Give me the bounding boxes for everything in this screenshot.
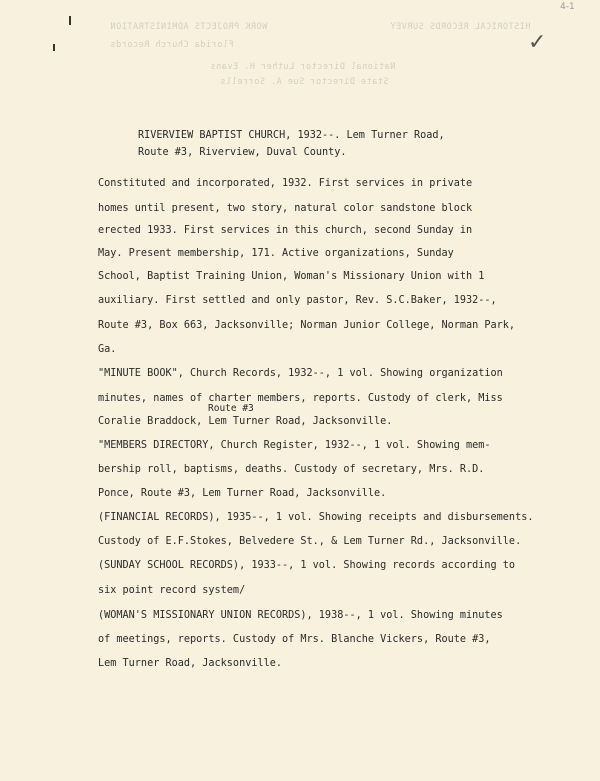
body-line: (SUNDAY SCHOOL RECORDS), 1933--, 1 vol. Showing records according to xyxy=(98,560,516,571)
body-line: six point record system/ xyxy=(98,585,246,596)
punch-mark xyxy=(69,16,71,25)
body-line: minutes, names of charter members, reports. Custody of clerk, Miss xyxy=(98,393,503,404)
bleed-through-line: State Director Sue A. Sorrells xyxy=(220,77,389,87)
bleed-through-line: HISTORICAL RECORDS SURVEY xyxy=(390,22,531,32)
check-mark: ✓ xyxy=(528,30,547,55)
handwritten-insert: Route #3 xyxy=(208,403,254,414)
body-line: Custody of E.F.Stokes, Belvedere St., & Lem Turner Rd., Jacksonville. xyxy=(98,536,522,547)
heading-line-1: RIVERVIEW BAPTIST CHURCH, 1932--. Lem Turner Road, xyxy=(138,130,445,141)
body-line: School, Baptist Training Union, Woman's Missionary Union with 1 xyxy=(98,271,485,282)
bleed-through-line: Florida Church Records xyxy=(110,40,234,50)
punch-mark xyxy=(53,44,55,51)
body-line: Constituted and incorporated, 1932. First services in private xyxy=(98,178,473,189)
body-line: of meetings, reports. Custody of Mrs. Blanche Vickers, Route #3, xyxy=(98,634,491,645)
bleed-through-line: WORK PROJECTS ADMINISTRATION xyxy=(110,22,268,32)
body-line: Coralie Braddock, Lem Turner Road, Jacksonville. xyxy=(98,416,393,427)
corner-note: 4-1 xyxy=(560,2,575,12)
body-line: (WOMAN'S MISSIONARY UNION RECORDS), 1938--, 1 vol. Showing minutes xyxy=(98,610,503,621)
body-line: May. Present membership, 171. Active organizations, Sunday xyxy=(98,248,454,259)
body-line: homes until present, two story, natural color sandstone block xyxy=(98,203,473,214)
body-line: erected 1933. First services in this church, second Sunday in xyxy=(98,225,473,236)
body-line: Lem Turner Road, Jacksonville. xyxy=(98,658,283,669)
body-line: Route #3, Box 663, Jacksonville; Norman Junior College, Norman Park, xyxy=(98,320,516,331)
body-line: (FINANCIAL RECORDS), 1935--, 1 vol. Showing receipts and disbursements. xyxy=(98,512,534,523)
body-line: Ga. xyxy=(98,344,117,355)
body-line: bership roll, baptisms, deaths. Custody of secretary, Mrs. R.D. xyxy=(98,464,485,475)
body-line: auxiliary. First settled and only pastor, Rev. S.C.Baker, 1932--, xyxy=(98,295,497,306)
body-line: "MINUTE BOOK", Church Records, 1932--, 1 vol. Showing organization xyxy=(98,368,503,379)
heading-line-2: Route #3, Riverview, Duval County. xyxy=(138,147,347,158)
record-heading xyxy=(138,127,445,161)
bleed-through-line: National Director Luther H. Evans xyxy=(210,62,396,72)
body-line: "MEMBERS DIRECTORY, Church Register, 1932--, 1 vol. Showing mem- xyxy=(98,440,491,451)
body-line: Ponce, Route #3, Lem Turner Road, Jacksonville. xyxy=(98,488,387,499)
